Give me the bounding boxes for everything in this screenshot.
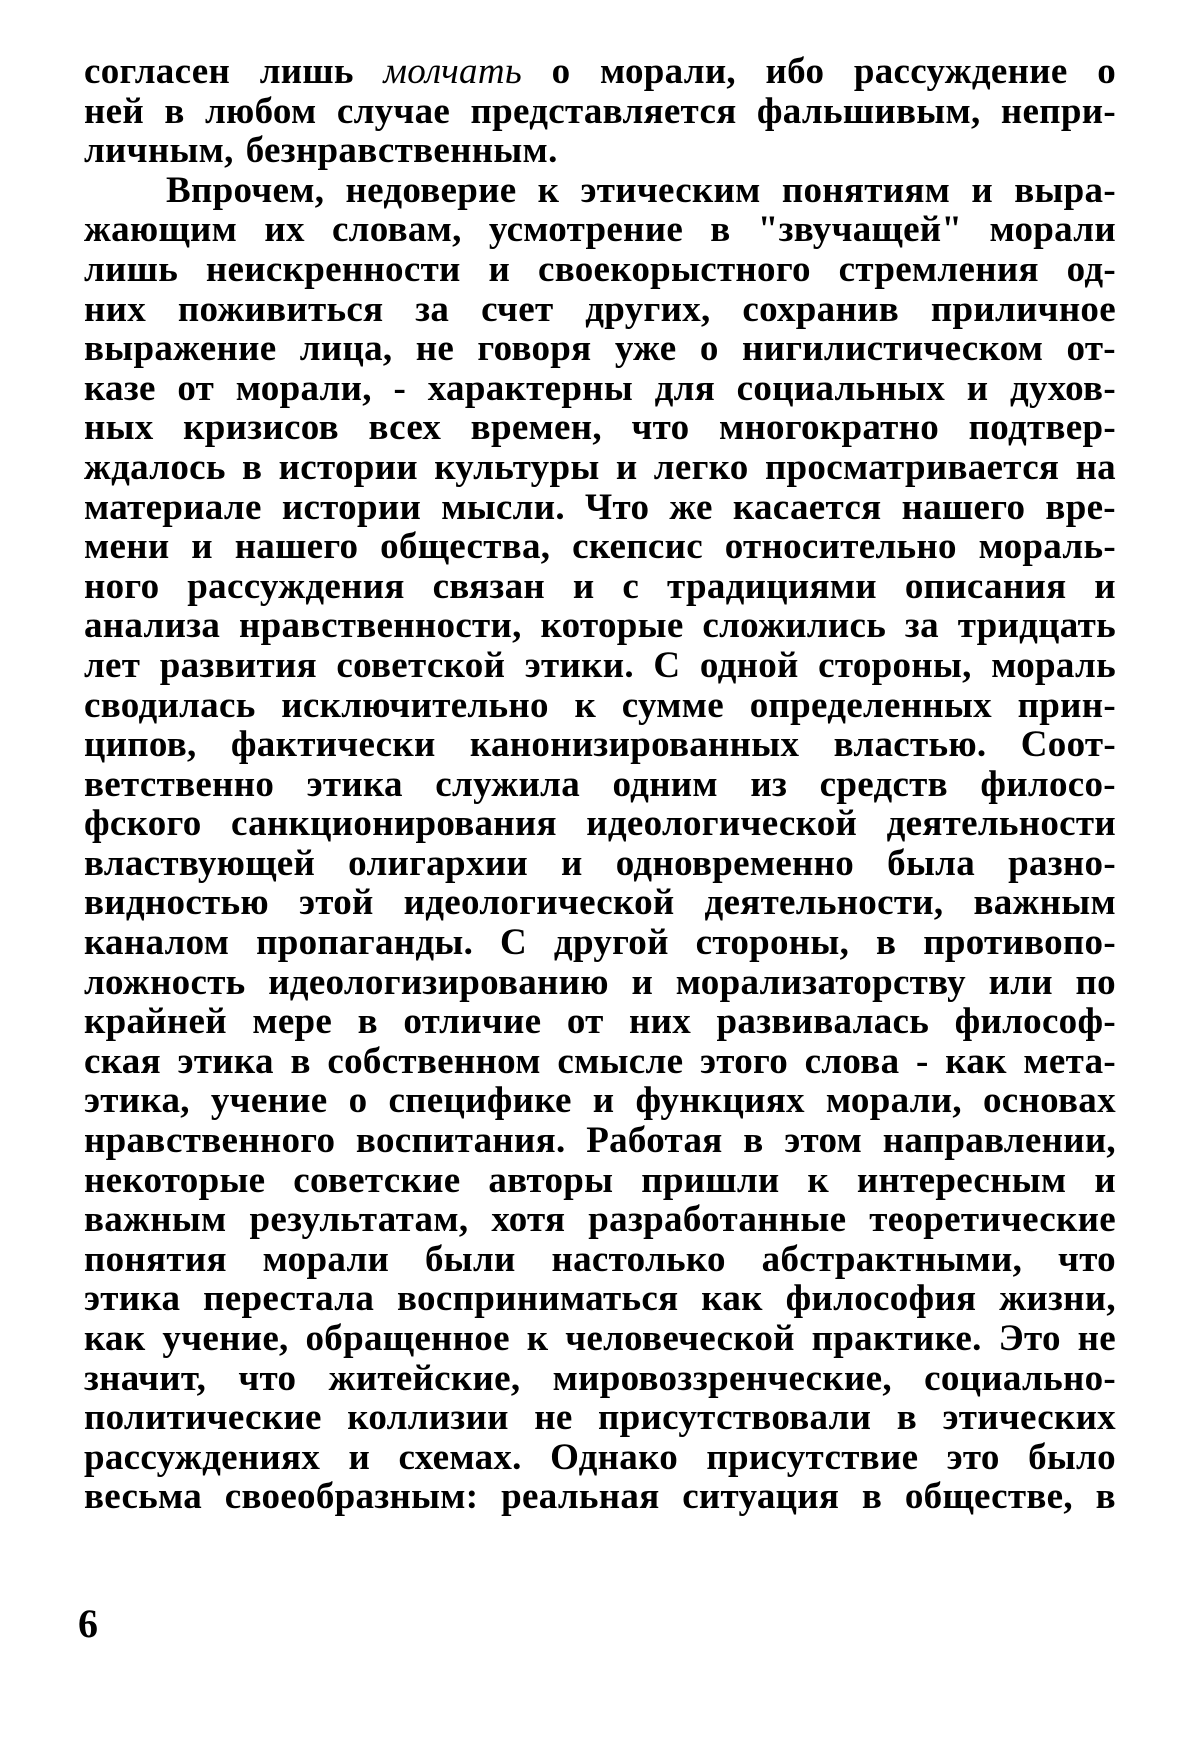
word: властвующей [84,842,316,884]
word: обращенное [305,1318,510,1359]
word: хотя [491,1199,566,1241]
word: связан [432,565,545,607]
word: социально- [924,1357,1116,1399]
word: культуры [434,446,600,488]
word: "звучащей" [757,209,963,251]
word: подтвер- [968,407,1116,449]
word: олигархии [348,842,528,884]
word: в [1095,1476,1116,1518]
text-line [84,646,1116,686]
word: традициями [667,565,877,607]
word: нравственного [84,1120,336,1162]
word: другой [553,922,669,964]
word: рассуждение [853,51,1068,92]
word: крайней [84,1001,227,1043]
word: основах [983,1080,1116,1122]
word: этика [306,763,403,805]
word: анализа [84,605,221,647]
word: по [1075,961,1116,1003]
word: этой [298,882,374,924]
word: как [84,1318,146,1359]
word: в [710,209,731,251]
word: и [615,446,638,488]
word: к [807,1159,830,1201]
word: истории [278,446,418,488]
word: воспитания. [355,1120,566,1162]
word: сложились [702,605,887,647]
word: были [424,1238,516,1280]
text-line [84,804,1116,844]
word: стороны, [818,644,972,686]
word: Однако [550,1436,679,1478]
word: практике. [811,1318,982,1359]
word: всех [368,407,442,449]
word: мораль [991,644,1116,686]
word: ных [84,407,154,449]
word: случае [336,90,451,132]
word: как [701,1278,763,1320]
text-line [84,1002,1116,1042]
text-line [84,963,1116,1003]
word: личным, [84,130,234,172]
word: коллизии [347,1397,509,1439]
word: и [488,248,511,290]
text-line [84,883,1116,923]
word: это [946,1436,1000,1478]
word: ибо [765,51,825,92]
word: социальных [736,367,946,409]
word: служила [435,763,580,805]
word: казе [84,367,156,409]
text-line [84,527,1116,567]
word: усмотрение [488,209,684,251]
word: не [415,328,455,370]
word: исключительно [281,684,549,726]
word: мораль- [978,526,1116,568]
word: сводилась [84,684,256,726]
word: деятельности, [704,882,944,924]
word: нашего [901,486,1026,528]
text-line [84,92,1116,132]
word: од- [1066,248,1116,290]
word: было [1028,1436,1116,1478]
word: морали, [235,367,372,409]
word: мысли. [441,486,565,528]
text-line [84,131,1116,171]
word: что [238,1357,297,1399]
word: мета- [1023,1040,1116,1082]
word: и [631,961,654,1003]
word: безнравственным. [245,130,558,172]
word: жизни, [999,1278,1116,1320]
text-line [84,250,1116,290]
word: за [415,288,450,330]
word: от [566,1001,604,1043]
word: ципов, [84,724,197,766]
word: вре- [1045,486,1116,528]
word: приличное [930,288,1116,330]
word: ветственно [84,763,275,805]
word: о [699,328,719,370]
word: понятиям [781,169,951,211]
word: морали [989,209,1116,251]
word: ного [84,565,160,607]
word: непри- [1000,90,1116,132]
word: Работая [586,1120,723,1162]
word: своекорыстного [537,248,811,290]
word: них [629,1001,692,1043]
word: направлении, [882,1120,1116,1162]
word: была [887,842,976,884]
word: филосо- [980,763,1116,805]
word: что [1058,1238,1116,1280]
word: в [896,1397,918,1439]
word: недоверие [345,169,517,211]
word: этого [699,1040,788,1082]
text-line [84,448,1116,488]
word: выражение [84,328,277,370]
word: в [876,922,897,964]
text-line [84,765,1116,805]
word: морали, [825,1080,962,1122]
word: советской [336,644,506,686]
text-line [84,329,1116,369]
word: общества, [380,526,551,568]
word: одновременно [615,842,855,884]
word: авторы [488,1159,614,1201]
word: разно- [1008,842,1116,884]
word: важным [84,1199,227,1241]
word: Это [998,1318,1061,1359]
word: морализаторству [675,961,966,1003]
word: к [526,1318,549,1359]
word: стремления [838,248,1039,290]
word: из [750,763,788,805]
word: этика, [84,1080,190,1122]
word: схемах. [398,1436,522,1478]
word: их [264,209,305,251]
text-line [84,1042,1116,1082]
word: материале [84,486,262,528]
word: кризисов [183,407,339,449]
word: ситуация [682,1476,840,1518]
word: функциях [635,1080,805,1122]
text-line [84,488,1116,528]
word: - [393,367,407,409]
word: Соот- [1020,724,1116,766]
text-line [84,844,1116,884]
word: теоретические [869,1199,1116,1241]
word: и [966,367,989,409]
word: относительно [724,526,957,568]
word: значит, [84,1357,207,1399]
word: канонизированных [469,724,800,766]
word: рассуждения [187,565,405,607]
word: любом [204,90,317,132]
word: словам, [331,209,462,251]
word: стороны, [695,922,850,964]
word: санкционирования [230,803,557,845]
word: настолько [551,1238,726,1280]
word: ждалось [84,446,226,488]
word: и [191,526,213,568]
word: учение, [162,1318,289,1359]
word: же [669,486,713,528]
word: одним [612,763,718,805]
word: в [743,1120,764,1162]
word: нашего [234,526,359,568]
word: политические [84,1397,322,1439]
word: за [904,605,939,647]
word: некоторые [84,1159,266,1201]
word: мировоззренческие, [552,1357,892,1399]
word: Что [585,486,650,528]
word: присутствие [706,1436,919,1478]
word: этика [84,1278,181,1320]
word: этическим [580,169,761,211]
word: легко [653,446,749,488]
text-line [84,1121,1116,1161]
word: фальшивым, [756,90,981,132]
word: представляется [470,90,737,132]
text-line [84,1279,1116,1319]
word: просматривается [764,446,1060,488]
word: результатам, [249,1199,469,1241]
word: развивалась [716,1001,930,1043]
word: или [988,961,1053,1003]
word: многократно [718,407,940,449]
text-line [84,1081,1116,1121]
word: пришли [641,1159,780,1201]
word: одной [699,644,799,686]
word: о [551,51,571,92]
word: и [1094,1159,1116,1201]
word: ская [84,1040,161,1082]
word: них [84,288,147,330]
word: согласен [84,51,231,92]
word: этика [177,1040,274,1082]
word: выра- [1014,169,1116,211]
word: прин- [1017,684,1116,726]
word: фактически [230,724,436,766]
text-line [84,408,1116,448]
word: к [537,169,560,211]
word: этики. [524,644,634,686]
word: понятия [84,1238,227,1280]
word: в [242,446,263,488]
word: советские [293,1159,461,1201]
word: своеобразным: [224,1476,479,1518]
word: морали [262,1238,390,1280]
word: видностью [84,882,269,924]
word: - [916,1040,929,1082]
word: философия [785,1278,977,1320]
text-line [84,1398,1116,1438]
word: присутствовали [598,1397,872,1439]
page-number: 6 [78,1601,98,1646]
text-line [84,210,1116,250]
word: слова [804,1040,900,1082]
word: не [1077,1318,1116,1359]
word: идеологической [586,803,858,845]
word: этических [942,1397,1116,1439]
word: пропаганды. [256,922,474,964]
word: в [357,1001,378,1043]
word: истории [281,486,422,528]
word: говоря [477,328,592,370]
word: характерны [427,367,634,409]
word: времен, [470,407,602,449]
word: ней [84,90,144,132]
word: весьма [84,1476,203,1518]
word: житейские, [328,1357,521,1399]
word: в [861,1476,883,1518]
word: счет [481,288,554,330]
word: жающим [84,209,238,251]
word: идеологизированию [268,961,609,1003]
word: идеологической [403,882,675,924]
word: важным [973,882,1116,924]
word: восприниматься [397,1278,679,1320]
word: специфике [388,1080,572,1122]
word: философ- [954,1001,1116,1043]
word: учение [210,1080,328,1122]
word: и [348,1436,371,1478]
text-line [84,1438,1116,1478]
word: сохранив [742,288,900,330]
word: перестала [203,1278,375,1320]
word: абстрактными, [761,1238,1023,1280]
word: молчать [383,51,522,92]
word: мере [252,1001,333,1043]
word: не [534,1397,573,1439]
word: сумме [621,684,725,726]
word: деятельности [886,803,1116,845]
word: от- [1066,328,1116,370]
text-line [84,52,1116,92]
word: С [500,922,528,964]
word: интересным [856,1159,1067,1201]
word: духов- [1009,367,1116,409]
word: что [631,407,690,449]
word: смысле [557,1040,684,1082]
word: С [653,644,681,686]
text-line [84,1200,1116,1240]
text-line [84,686,1116,726]
text-line [84,606,1116,646]
word: на [1075,446,1116,488]
word: и [592,1080,615,1122]
text-line [84,923,1116,963]
word: о [1097,51,1116,92]
word: лет [84,644,141,686]
word: касается [732,486,882,528]
word: мени [84,526,170,568]
word: человеческой [565,1318,795,1359]
word: реальная [501,1476,660,1518]
text-line [84,171,1116,211]
word: фского [84,803,202,845]
word: и [561,842,583,884]
text-line [84,725,1116,765]
word: и [1094,565,1116,607]
text-line [84,1161,1116,1201]
word: собственном [327,1040,541,1082]
text-line [84,1477,1116,1517]
text-line [84,567,1116,607]
text-line [84,1240,1116,1280]
word: нравственности, [239,605,522,647]
word: в [164,90,185,132]
word: которые [540,605,684,647]
word: как [945,1040,1007,1082]
word: разработанные [588,1199,847,1241]
word: нигилистическом [741,328,1044,370]
word: противопо- [923,922,1116,964]
word: к [574,684,597,726]
word: обществе, [904,1476,1073,1518]
word: в [290,1040,311,1082]
word: отличие [403,1001,542,1043]
word: для [654,367,716,409]
word: морали, [599,51,736,92]
word: властью. [833,724,987,766]
word: от [177,367,215,409]
word: других, [585,288,711,330]
word: этом [784,1120,863,1162]
text-line [84,369,1116,409]
word: лица, [299,328,393,370]
word: о [348,1080,368,1122]
word: каналом [84,922,230,964]
word: тридцать [957,605,1116,647]
word: и [572,565,595,607]
text-line [84,1319,1116,1359]
text-line [84,1359,1116,1399]
word: рассуждениях [84,1436,321,1478]
word: скепсис [572,526,703,568]
word: лишь [84,248,179,290]
word: развития [159,644,317,686]
text-line [84,290,1116,330]
word: и [971,169,993,211]
word: поживиться [177,288,384,330]
word: определенных [749,684,992,726]
word: средств [819,763,948,805]
page-text-body [84,52,1116,1517]
word: описания [904,565,1067,607]
word: лишь [259,51,354,92]
word: ложность [84,961,246,1003]
word: неискренности [205,248,461,290]
word: с [622,565,640,607]
word: уже [614,328,677,370]
word: Впрочем, [166,169,325,211]
